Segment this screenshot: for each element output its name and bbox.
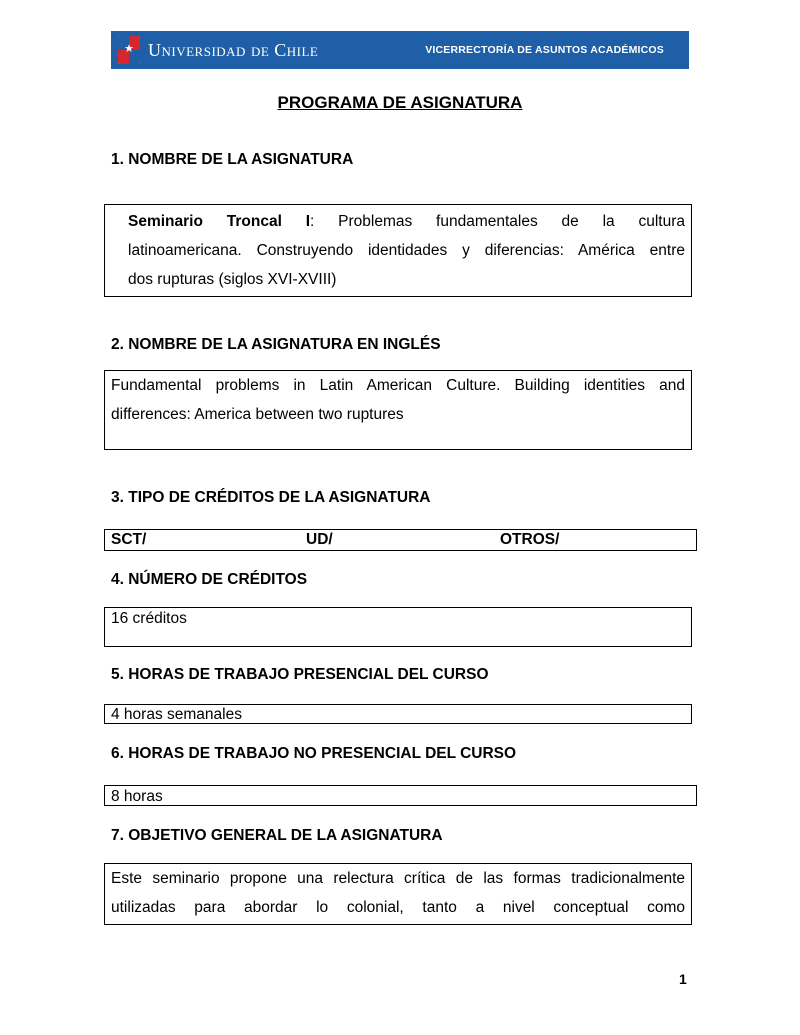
credit-otros: OTROS/ (500, 531, 560, 548)
section-2-line-1: Fundamental problems in Latin American Culture. Building identities and (111, 377, 685, 394)
page-number: 1 (679, 971, 687, 987)
credit-type-row (104, 529, 697, 551)
section-2-heading: 2. NOMBRE DE LA ASIGNATURA EN INGLÉS (111, 336, 441, 353)
section-5-box (104, 704, 692, 724)
document-title: PROGRAMA DE ASIGNATURA (277, 93, 523, 112)
section-7-box (104, 863, 692, 925)
section-3-heading: 3. TIPO DE CRÉDITOS DE LA ASIGNATURA (111, 489, 431, 506)
course-bold-label: Seminario Troncal I (128, 213, 311, 230)
presencial-hours-value: 4 horas semanales (111, 706, 242, 723)
section-4-heading: 4. NÚMERO DE CRÉDITOS (111, 571, 308, 588)
section-5-heading: 5. HORAS DE TRABAJO PRESENCIAL DEL CURSO (111, 666, 489, 683)
credit-ud: UD/ (306, 531, 333, 548)
section-4-box (104, 607, 692, 647)
section-1-line-2: latinoamericana. Construyendo identidades y diferencias: América entre (128, 242, 685, 259)
section-6-box (104, 785, 697, 806)
section-1-line-3: dos rupturas (siglos XVI-XVIII) (128, 271, 337, 288)
section-2-box (104, 370, 692, 450)
credits-value: 16 créditos (111, 610, 187, 627)
credit-sct: SCT/ (111, 531, 147, 548)
section-1-line-1: Seminario Troncal I: Problemas fundamentales de la cultura (128, 213, 685, 230)
vicerrectoria-label: VICERRECTORÍA DE ASUNTOS ACADÉMICOS (425, 44, 664, 56)
section-2-line-2: differences: America between two ruptures (111, 406, 404, 423)
header-banner (111, 31, 689, 69)
section-7-heading: 7. OBJETIVO GENERAL DE LA ASIGNATURA (111, 827, 443, 844)
university-name: Universidad de Chile (148, 39, 319, 60)
section-6-heading: 6. HORAS DE TRABAJO NO PRESENCIAL DEL CURSO (111, 745, 517, 762)
non-presencial-hours-value: 8 horas (111, 788, 163, 805)
section-7-line-2: utilizadas para abordar lo colonial, tanto a nivel conceptual como (111, 899, 685, 916)
section-1-box (104, 204, 692, 297)
section-1-heading: 1. NOMBRE DE LA ASIGNATURA (111, 151, 354, 168)
university-crest-icon: ★ (118, 36, 140, 64)
section-7-line-1: Este seminario propone una relectura crítica de las formas tradicionalmente (111, 870, 685, 887)
